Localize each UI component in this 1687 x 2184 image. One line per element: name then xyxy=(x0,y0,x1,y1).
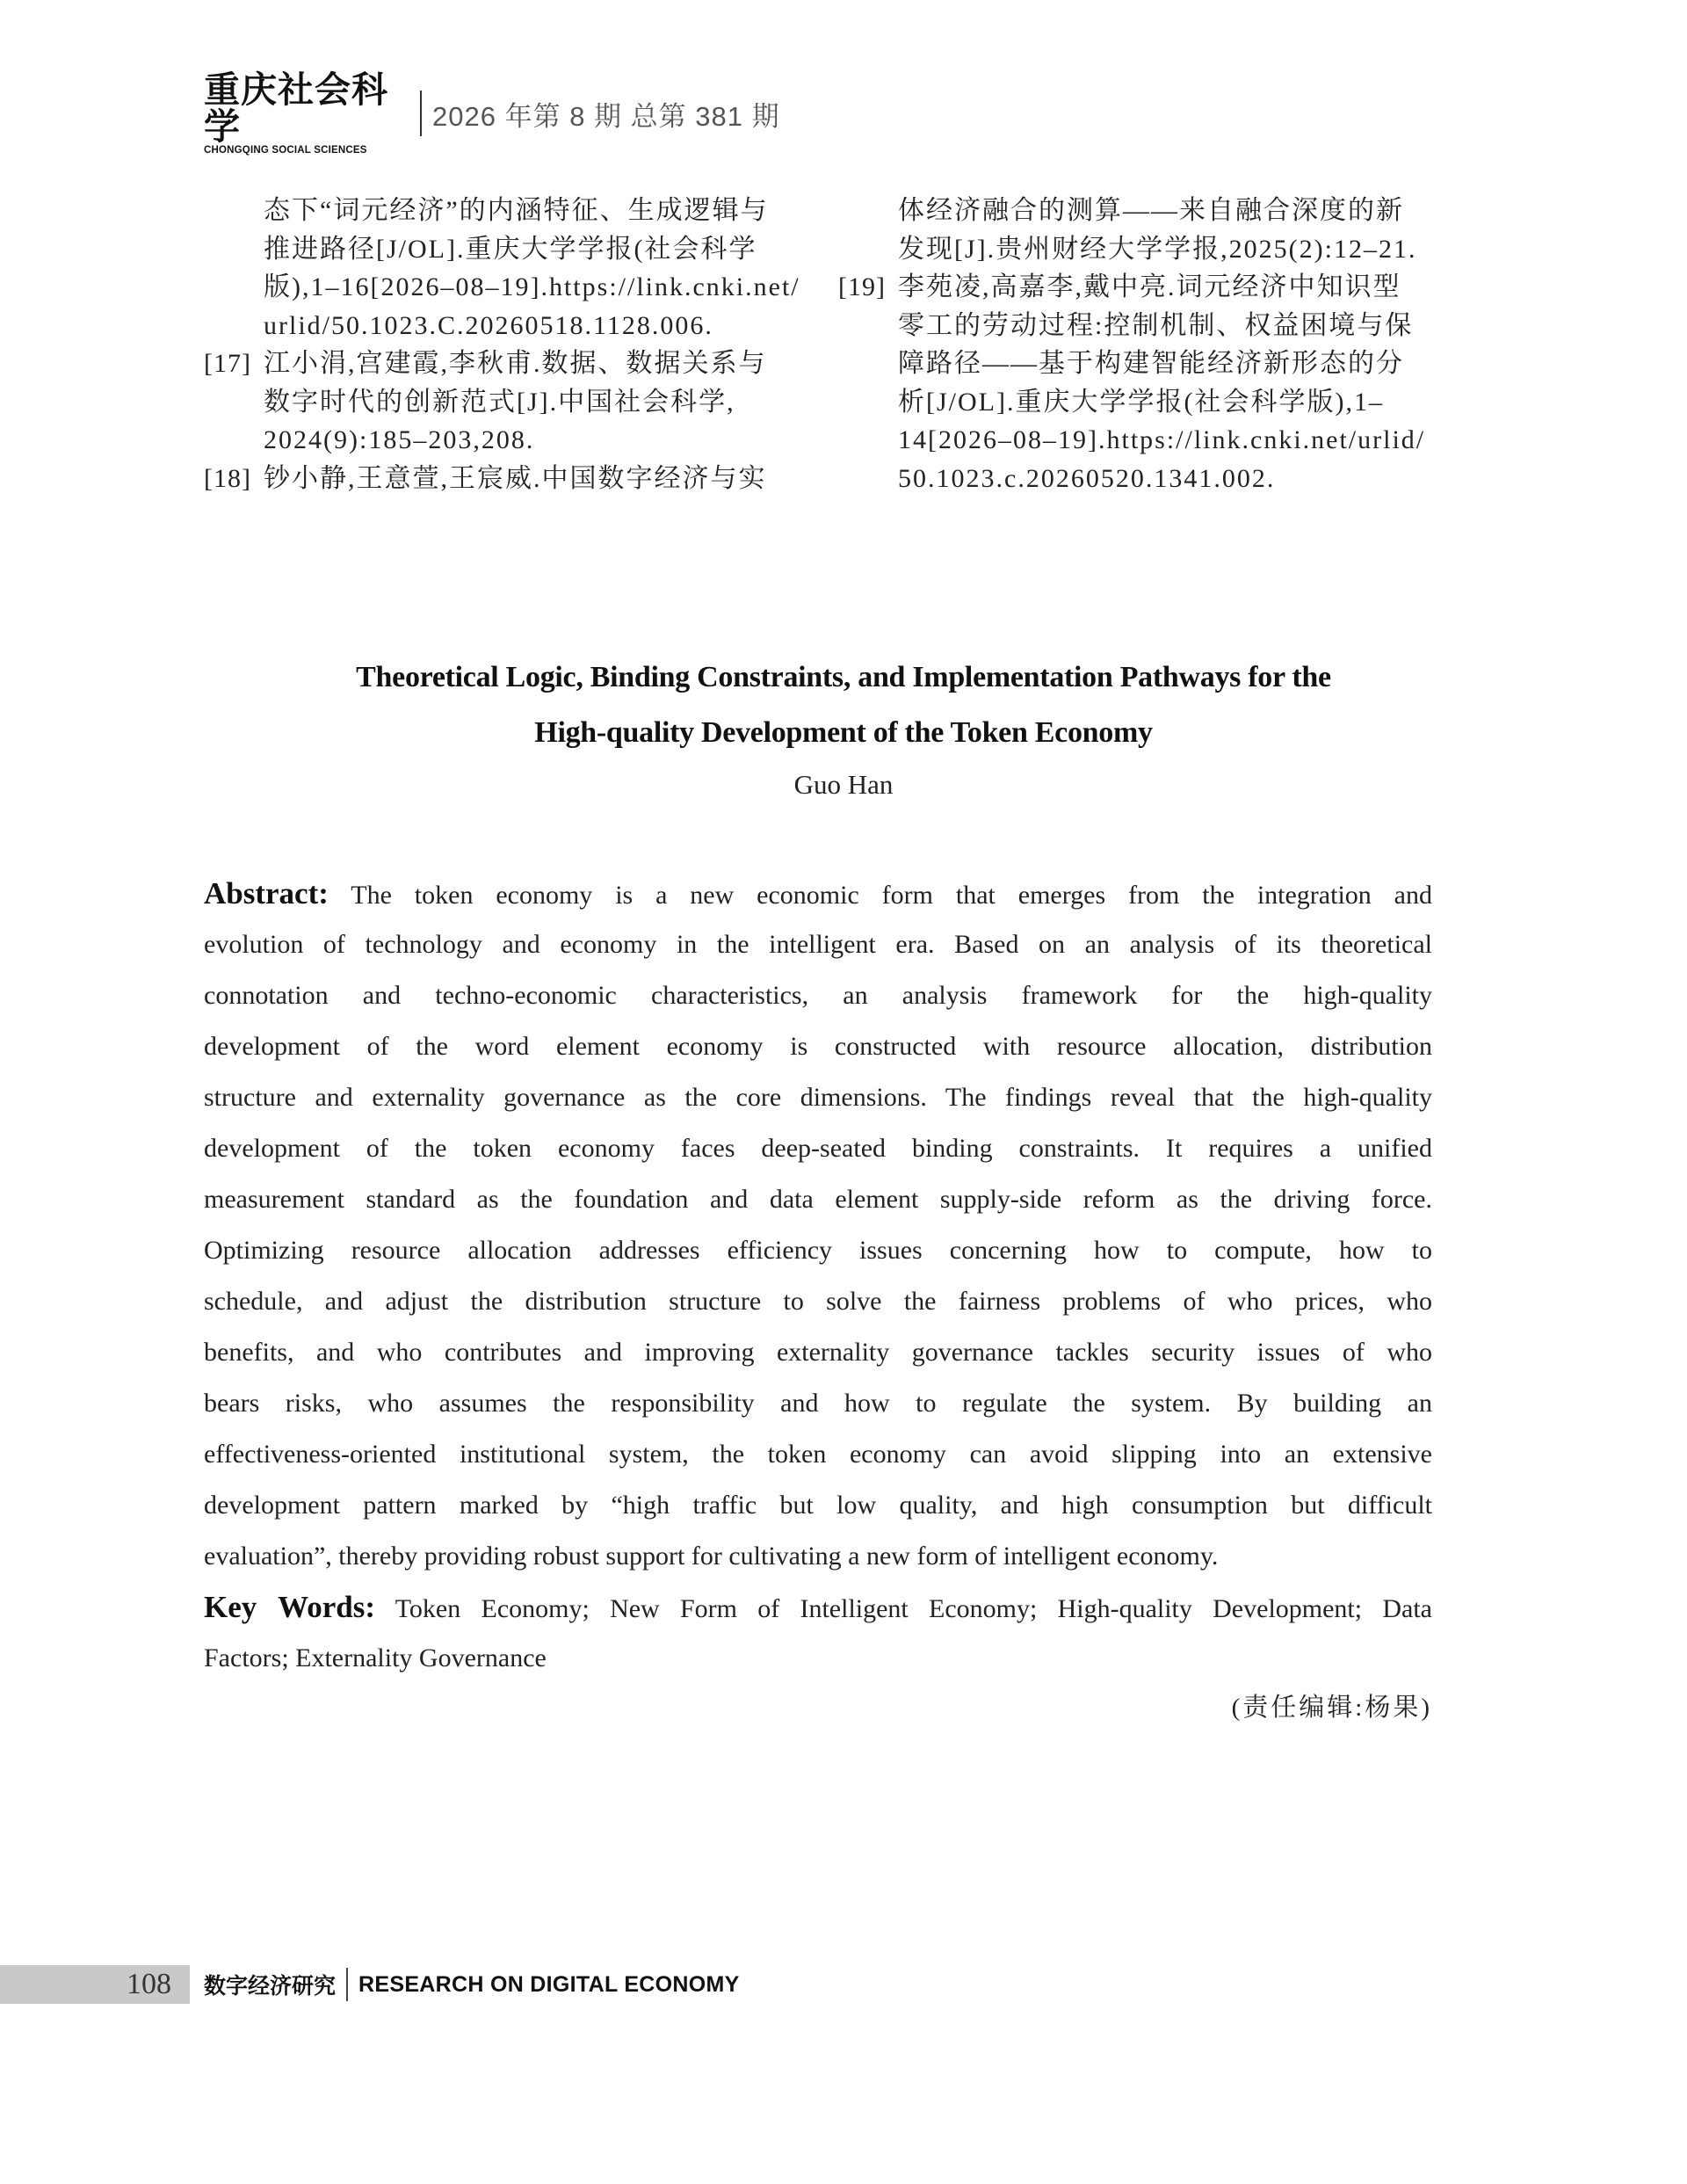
responsible-editor: (责任编辑:杨果) xyxy=(1231,1694,1432,1722)
reference-number: [17] xyxy=(204,349,251,378)
abstract-line: Optimizing resource allocation addresses efficiency issues concerning how to compute, how to xyxy=(204,1236,1432,1265)
author-name: Guo Han xyxy=(793,769,894,800)
reference-line: 体经济融合的测算——来自融合深度的新 xyxy=(898,196,1404,225)
abstract-text: The token economy is a new economic form that emerges from the integration and xyxy=(351,881,1432,910)
reference-item-17 xyxy=(204,345,798,460)
abstract-line: structure and externality governance as the core dimensions. The findings reveal that the high-quality xyxy=(204,1083,1432,1112)
keywords-line xyxy=(204,1582,1432,1633)
abstract-line: measurement standard as the foundation and data element supply-side reform as the driving force. xyxy=(204,1185,1432,1214)
reference-item-18 xyxy=(204,460,798,498)
keywords-text: Token Economy; New Form of Intelligent Economy; High-quality Development; Data xyxy=(395,1594,1432,1623)
reference-line: 障路径——基于构建智能经济新形态的分 xyxy=(898,349,1404,378)
article-title-line-1: Theoretical Logic, Binding Constraints, and Implementation Pathways for the xyxy=(356,661,1331,693)
abstract-line: development of the word element economy is constructed with resource allocation, distribution xyxy=(204,1032,1432,1061)
running-header xyxy=(204,68,780,156)
abstract-line: benefits, and who contributes and improving externality governance tackles security issues of who xyxy=(204,1338,1432,1367)
reference-line: 态下“词元经济”的内涵特征、生成逻辑与 xyxy=(264,196,769,225)
reference-line: 钞小静,王意萱,王宸威.中国数字经济与实 xyxy=(264,463,767,493)
abstract-line xyxy=(204,868,1432,919)
reference-continuation xyxy=(204,192,798,345)
abstract-line: development of the token economy faces deep-seated binding constraints. It requires a unified xyxy=(204,1134,1432,1163)
reference-line: 2024(9):185–203,208. xyxy=(264,425,535,454)
references-right-column xyxy=(838,192,1432,497)
reference-line: 发现[J].贵州财经大学学报,2025(2):12–21. xyxy=(898,234,1417,264)
reference-line: 零工的劳动过程:控制机制、权益困境与保 xyxy=(898,310,1414,340)
reference-number: [19] xyxy=(838,272,886,301)
reference-line: 14[2026–08–19].https://link.cnki.net/urlid/ xyxy=(898,425,1426,454)
abstract-line: bears risks, who assumes the responsibility and how to regulate the system. By building an xyxy=(204,1389,1432,1418)
footer-journal-cn: 数字经济研究 xyxy=(204,1973,337,1999)
reference-line: 析[J/OL].重庆大学学报(社会科学版),1– xyxy=(898,387,1384,417)
article-title-line-2: High-quality Development of the Token Economy xyxy=(534,716,1153,749)
abstract-label: Abstract: xyxy=(204,876,329,911)
page-number: 108 xyxy=(127,1968,171,2000)
abstract-line: schedule, and adjust the distribution structure to solve the fairness problems of who prices, who xyxy=(204,1287,1432,1316)
abstract-line: evolution of technology and economy in the intelligent era. Based on an analysis of its theoretical xyxy=(204,930,1432,959)
keywords-line: Factors; Externality Governance xyxy=(204,1643,547,1672)
footer-journal-en: RESEARCH ON DIGITAL ECONOMY xyxy=(358,1971,740,1997)
abstract-line: evaluation”, thereby providing robust support for cultivating a new form of intelligent economy. xyxy=(204,1542,1219,1571)
journal-logo-cn: 重庆社会科学 xyxy=(204,68,388,148)
running-footer xyxy=(204,1967,740,2002)
reference-line: 江小涓,宫建霞,李秋甫.数据、数据关系与 xyxy=(264,349,767,378)
keywords xyxy=(204,1582,1432,1684)
abstract-line: connotation and techno-economic characteristics, an analysis framework for the high-quality xyxy=(204,981,1432,1010)
reference-line: 数字时代的创新范式[J].中国社会科学, xyxy=(264,387,735,417)
reference-line: 50.1023.c.20260520.1341.002. xyxy=(898,463,1276,493)
reference-line: urlid/50.1023.C.20260518.1128.006. xyxy=(264,310,713,340)
journal-logo xyxy=(204,68,408,156)
issue-info: 2026 年第 8 期 总第 381 期 xyxy=(432,100,780,132)
keywords-label: Key Words: xyxy=(204,1590,375,1624)
reference-number: [18] xyxy=(204,463,251,493)
reference-line: 版),1–16[2026–08–19].https://link.cnki.net/ xyxy=(264,272,800,301)
reference-continuation xyxy=(838,192,1432,268)
abstract xyxy=(204,868,1432,1582)
header-divider xyxy=(420,91,422,136)
footer-divider xyxy=(346,1968,348,2001)
reference-line: 李苑凌,高嘉李,戴中亮.词元经济中知识型 xyxy=(898,272,1401,301)
references-left-column xyxy=(204,192,798,497)
reference-item-19 xyxy=(838,268,1432,497)
reference-line: 推进路径[J/OL].重庆大学学报(社会科学 xyxy=(264,234,757,264)
abstract-line: effectiveness-oriented institutional system, the token economy can avoid slipping into an extensive xyxy=(204,1440,1432,1469)
journal-logo-en: CHONGQING SOCIAL SCIENCES xyxy=(204,144,367,156)
abstract-line: development pattern marked by “high traffic but low quality, and high consumption but difficult xyxy=(204,1491,1432,1520)
